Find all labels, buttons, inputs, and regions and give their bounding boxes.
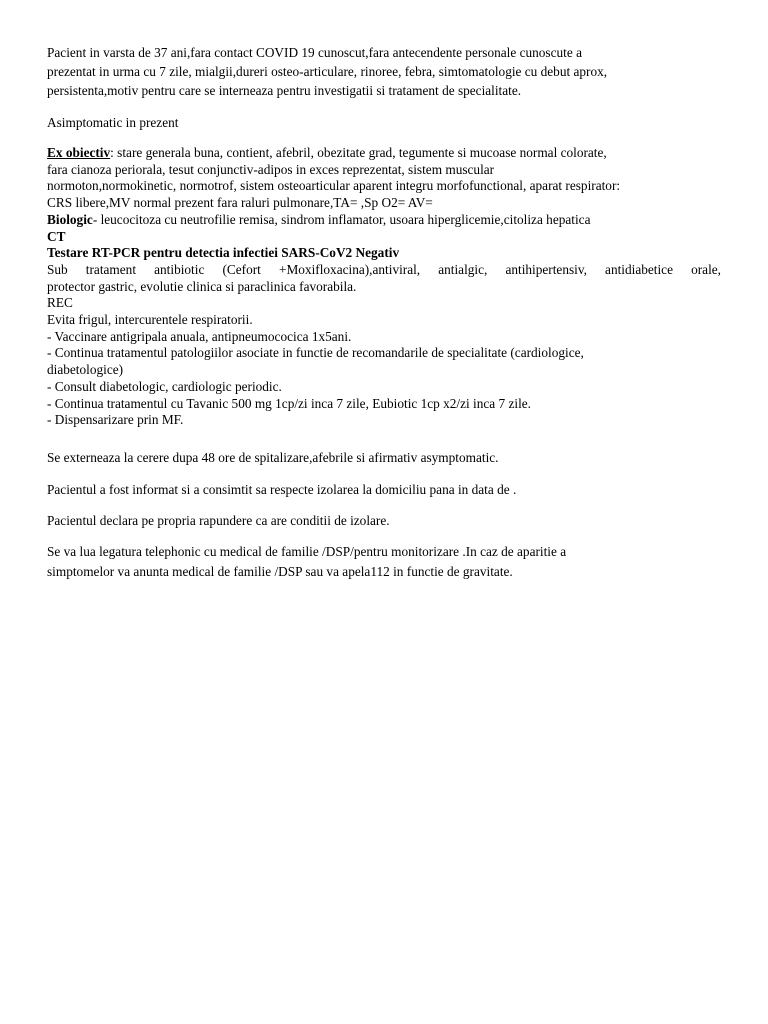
rec-item-1: - Vaccinare antigripala anuala, antipneumococica 1x5ani.: [47, 328, 352, 344]
isolation-conditions-text: Pacientul declara pe propria rapundere ca are conditii de izolare.: [47, 513, 390, 528]
status-text: Asimptomatic in prezent: [47, 115, 179, 130]
treatment-line-1: Sub tratament antibiotic (Cefort +Moxifloxacina),antiviral, antialgic, antihipertensiv, antidiabetice orale,: [47, 261, 721, 277]
isolation-conditions-paragraph: [47, 512, 721, 529]
exam-line-3: normoton,normokinetic, normotrof, sistem osteoarticular aparent integru morfofunctional, aparat respirator:: [47, 178, 621, 194]
rec-item-4: - Continua tratamentul cu Tavanic 500 mg 1cp/zi inca 7 zile, Eubiotic 1cp x2/zi inca 7 zile.: [47, 395, 532, 411]
isolation-consent-text: Pacientul a fost informat si a consimtit sa respecte izolarea la domiciliu pana in data de .: [47, 482, 517, 497]
followup-line-2: simptomelor va anunta medical de familie /DSP sau va apela112 in functie de gravitate.: [47, 564, 513, 579]
followup-paragraph: [47, 542, 721, 582]
exam-text-1: : stare generala buna, contient, afebril, obezitate grad, tegumente si mucoase normal colorate,: [110, 145, 607, 160]
ct-label: CT: [47, 228, 66, 244]
exam-line-2: fara cianoza periorala, tesut conjunctiv-adipos in exces reprezentat, sistem muscular: [47, 161, 495, 177]
biologic-line: [47, 212, 721, 229]
rec-item-5: - Dispensarizare prin MF.: [47, 412, 184, 428]
exam-label: Ex obiectiv: [47, 145, 111, 160]
discharge-paragraph: [47, 449, 721, 466]
intro-line-1: Pacient in varsta de 37 ani,fara contact COVID 19 cunoscut,fara antecendente personale cunoscute a: [47, 45, 582, 60]
exam-line-1: [47, 145, 721, 162]
followup-line-1: Se va lua legatura telephonic cu medical de familie /DSP/pentru monitorizare .In caz de aparitie a: [47, 544, 567, 559]
test-line: Testare RT-PCR pentru detectia infectiei SARS-CoV2 Negativ: [47, 245, 400, 261]
rec-item-2b: diabetologice): [47, 362, 124, 378]
intro-line-3: persistenta,motiv pentru care se interneaza pentru investigatii si tratament de specialitate.: [47, 83, 522, 98]
rec-item-2a: - Continua tratamentul patologiilor asociate in functie de recomandarile de specialitate (cardiologice,: [47, 345, 584, 361]
status-paragraph: [47, 114, 721, 131]
exam-line-4: CRS libere,MV normal prezent fara raluri pulmonare,TA= ,Sp O2= AV=: [47, 195, 433, 211]
clinical-block: [47, 145, 721, 429]
discharge-text: Se externeaza la cerere dupa 48 ore de spitalizare,afebrile si afirmativ asymptomatic.: [47, 450, 499, 465]
intro-paragraph: [47, 43, 721, 100]
isolation-consent-paragraph: [47, 481, 721, 498]
treatment-line-2: protector gastric, evolutie clinica si paraclinica favorabila.: [47, 278, 357, 294]
intro-line-2: prezentat in urma cu 7 zile, mialgii,dureri osteo-articulare, rinoree, febra, simtomatologie cu debut aprox,: [47, 64, 608, 79]
rec-item-3: - Consult diabetologic, cardiologic periodic.: [47, 378, 282, 394]
biologic-text: - leucocitoza cu neutrofilie remisa, sindrom inflamator, usoara hiperglicemie,citoliza hepatica: [92, 211, 591, 227]
rec-intro: Evita frigul, intercurentele respiratorii.: [47, 312, 253, 328]
rec-label: REC: [47, 295, 73, 311]
biologic-label: Biologic: [47, 211, 93, 227]
